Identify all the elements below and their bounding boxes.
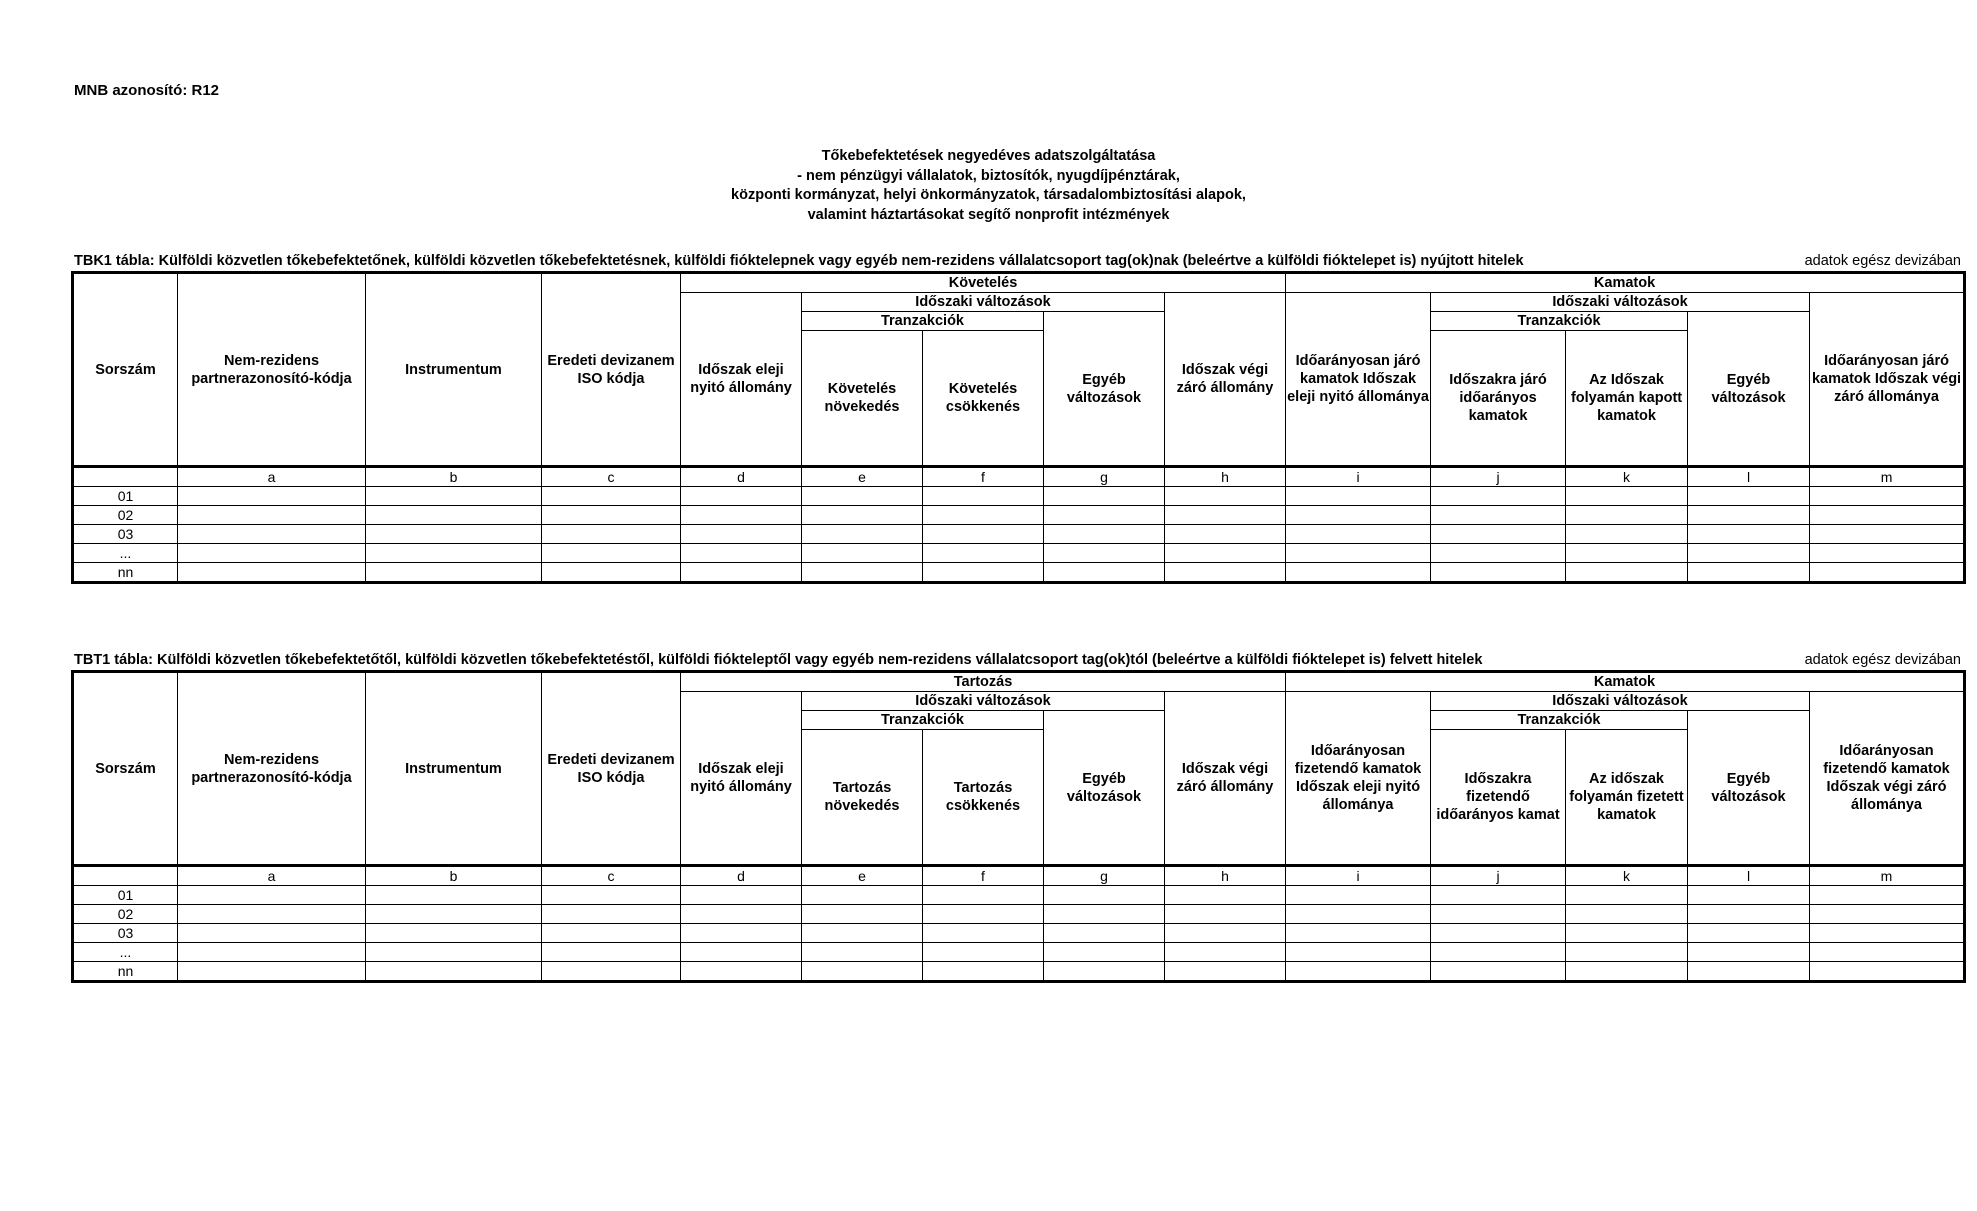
tbk1-table <box>71 271 1966 584</box>
data-cell[interactable] <box>1286 924 1431 943</box>
header-partner-code: Nem-rezidens partnerazonosító-kódja <box>178 273 366 467</box>
data-cell[interactable] <box>366 905 542 924</box>
header-instrument: Instrumentum <box>366 672 542 866</box>
data-cell[interactable] <box>366 487 542 506</box>
data-cell[interactable] <box>681 924 802 943</box>
data-cell[interactable] <box>681 943 802 962</box>
data-cell[interactable] <box>923 905 1044 924</box>
data-cell[interactable] <box>1566 487 1688 506</box>
data-cell[interactable] <box>366 525 542 544</box>
data-cell[interactable] <box>178 943 366 962</box>
data-cell[interactable] <box>1044 943 1165 962</box>
data-cell[interactable] <box>178 525 366 544</box>
data-cell[interactable] <box>1165 563 1286 583</box>
data-cell[interactable] <box>1566 525 1688 544</box>
data-cell[interactable] <box>802 544 923 563</box>
letter-cell: a <box>178 467 366 487</box>
data-cell[interactable] <box>1044 525 1165 544</box>
data-cell[interactable] <box>802 563 923 583</box>
header-partner-code: Nem-rezidens partnerazonosító-kódja <box>178 672 366 866</box>
header-currency: Eredeti devizanem ISO kódja <box>542 672 681 866</box>
header-col-j: Időszakra járó időarányos kamatok <box>1431 331 1566 467</box>
data-cell[interactable] <box>1810 544 1965 563</box>
data-cell[interactable] <box>802 525 923 544</box>
data-cell[interactable] <box>1431 905 1566 924</box>
data-cell[interactable] <box>1044 886 1165 905</box>
data-cell[interactable] <box>1810 563 1965 583</box>
data-cell[interactable] <box>1044 563 1165 583</box>
data-cell[interactable] <box>1165 905 1286 924</box>
data-cell[interactable] <box>178 905 366 924</box>
data-cell[interactable] <box>1286 905 1431 924</box>
letter-cell: f <box>923 866 1044 886</box>
table-row <box>73 563 1965 583</box>
data-cell[interactable] <box>1165 924 1286 943</box>
header-instrument: Instrumentum <box>366 273 542 467</box>
letter-cell: k <box>1566 467 1688 487</box>
tbt1-table <box>71 670 1966 983</box>
header-col-k: Az Időszak folyamán kapott kamatok <box>1566 331 1688 467</box>
data-cell[interactable] <box>366 924 542 943</box>
letter-cell: f <box>923 467 1044 487</box>
table-row <box>73 962 1965 982</box>
letter-cell: g <box>1044 467 1165 487</box>
data-cell[interactable] <box>1566 563 1688 583</box>
letter-cell: l <box>1688 467 1810 487</box>
row-number: ... <box>73 943 178 962</box>
data-cell[interactable] <box>1431 924 1566 943</box>
data-cell[interactable] <box>1810 905 1965 924</box>
letter-cell: b <box>366 866 542 886</box>
header-group-interest: Kamatok <box>1286 672 1965 692</box>
table-row <box>73 487 1965 506</box>
data-cell[interactable] <box>681 905 802 924</box>
data-cell[interactable] <box>1688 905 1810 924</box>
data-cell[interactable] <box>1688 962 1810 982</box>
data-cell[interactable] <box>1431 525 1566 544</box>
data-cell[interactable] <box>1286 943 1431 962</box>
data-cell[interactable] <box>681 506 802 525</box>
data-cell[interactable] <box>1286 525 1431 544</box>
data-cell[interactable] <box>366 506 542 525</box>
data-cell[interactable] <box>1688 563 1810 583</box>
header-col-f: Követelés csökkenés <box>923 331 1044 467</box>
data-cell[interactable] <box>1165 525 1286 544</box>
data-cell[interactable] <box>1286 563 1431 583</box>
data-cell[interactable] <box>1286 544 1431 563</box>
header-periodic-changes-interest: Időszaki változások <box>1431 692 1810 711</box>
header-periodic-changes-interest: Időszaki változások <box>1431 293 1810 312</box>
data-cell[interactable] <box>366 563 542 583</box>
letter-cell: k <box>1566 866 1688 886</box>
data-cell[interactable] <box>1431 487 1566 506</box>
row-number: nn <box>73 962 178 982</box>
data-cell[interactable] <box>1688 525 1810 544</box>
data-cell[interactable] <box>802 886 923 905</box>
table-row <box>73 886 1965 905</box>
data-cell[interactable] <box>542 544 681 563</box>
document-title <box>0 147 1977 225</box>
header-serial: Sorszám <box>73 273 178 467</box>
data-cell[interactable] <box>542 563 681 583</box>
header-col-e: Követelés növekedés <box>802 331 923 467</box>
header-col-h: Időszak végi záró állomány <box>1165 692 1286 866</box>
data-cell[interactable] <box>542 924 681 943</box>
data-cell[interactable] <box>923 525 1044 544</box>
letter-cell: a <box>178 866 366 886</box>
header-group-interest: Kamatok <box>1286 273 1965 293</box>
data-cell[interactable] <box>923 563 1044 583</box>
header-group-main: Követelés <box>681 273 1286 293</box>
data-cell[interactable] <box>1165 962 1286 982</box>
row-number: 02 <box>73 506 178 525</box>
header-transactions: Tranzakciók <box>802 312 1044 331</box>
data-cell[interactable] <box>1286 487 1431 506</box>
data-cell[interactable] <box>1810 962 1965 982</box>
row-number: 01 <box>73 487 178 506</box>
row-number: 01 <box>73 886 178 905</box>
row-number: ... <box>73 544 178 563</box>
data-cell[interactable] <box>178 886 366 905</box>
letter-cell: e <box>802 467 923 487</box>
data-cell[interactable] <box>681 487 802 506</box>
header-col-l: Egyéb változások <box>1688 711 1810 866</box>
data-cell[interactable] <box>1688 487 1810 506</box>
data-cell[interactable] <box>366 962 542 982</box>
data-cell[interactable] <box>923 544 1044 563</box>
data-cell[interactable] <box>366 886 542 905</box>
data-cell[interactable] <box>1688 886 1810 905</box>
letter-cell: c <box>542 866 681 886</box>
data-cell[interactable] <box>1566 924 1688 943</box>
table-caption: TBT1 tábla: Külföldi közvetlen tőkebefektetőtől, külföldi közvetlen tőkebefektetéstől, külföldi fiókteleptől vagy egyéb nem-rezidens vállalatcsoport tag(ok)tól (beleértve a külföldi fióktelepet is) felvett hitelek <box>74 652 1483 668</box>
data-cell[interactable] <box>802 487 923 506</box>
header-transactions: Tranzakciók <box>802 711 1044 730</box>
title-line: - nem pénzügyi vállalatok, biztosítók, nyugdíjpénztárak, <box>797 167 1180 184</box>
data-cell[interactable] <box>1286 506 1431 525</box>
data-cell[interactable] <box>1688 544 1810 563</box>
table-caption: TBK1 tábla: Külföldi közvetlen tőkebefektetőnek, külföldi közvetlen tőkebefektetésnek, külföldi fióktelepnek vagy egyéb nem-rezidens vállalatcsoport tag(ok)nak (beleértve a külföldi fióktelepet is) nyújtott hitelek <box>74 253 1524 269</box>
title-line: valamint háztartásokat segítő nonprofit intézmények <box>807 206 1170 223</box>
data-cell[interactable] <box>681 525 802 544</box>
mnb-identifier: MNB azonosító: R12 <box>74 82 220 99</box>
data-cell[interactable] <box>542 506 681 525</box>
data-cell[interactable] <box>1431 943 1566 962</box>
data-cell[interactable] <box>366 544 542 563</box>
letter-cell: m <box>1810 467 1965 487</box>
data-cell[interactable] <box>1566 962 1688 982</box>
data-cell[interactable] <box>178 544 366 563</box>
data-cell[interactable] <box>1566 905 1688 924</box>
data-cell[interactable] <box>802 943 923 962</box>
data-cell[interactable] <box>178 506 366 525</box>
row-number: nn <box>73 563 178 583</box>
data-cell[interactable] <box>681 962 802 982</box>
row-number: 03 <box>73 924 178 943</box>
header-col-m: Időarányosan fizetendő kamatok Időszak végi záró állománya <box>1810 692 1965 866</box>
data-cell[interactable] <box>1044 905 1165 924</box>
letter-cell: l <box>1688 866 1810 886</box>
data-cell[interactable] <box>1688 943 1810 962</box>
letter-cell <box>73 866 178 886</box>
data-cell[interactable] <box>1431 886 1566 905</box>
letter-cell: c <box>542 467 681 487</box>
data-cell[interactable] <box>542 487 681 506</box>
data-cell[interactable] <box>802 905 923 924</box>
title-line: központi kormányzat, helyi önkormányzatok, társadalombiztosítási alapok, <box>731 187 1246 203</box>
data-cell[interactable] <box>1431 563 1566 583</box>
header-col-h: Időszak végi záró állomány <box>1165 293 1286 467</box>
data-cell[interactable] <box>923 943 1044 962</box>
header-col-i: Időarányosan járó kamatok Időszak eleji nyitó állománya <box>1286 293 1431 467</box>
row-number: 02 <box>73 905 178 924</box>
letter-cell <box>73 467 178 487</box>
data-cell[interactable] <box>1165 506 1286 525</box>
letter-cell: j <box>1431 467 1566 487</box>
data-cell[interactable] <box>542 886 681 905</box>
table-row <box>73 506 1965 525</box>
data-cell[interactable] <box>802 506 923 525</box>
letter-cell: m <box>1810 866 1965 886</box>
data-cell[interactable] <box>681 563 802 583</box>
table-row <box>73 905 1965 924</box>
unit-note: adatok egész devizában <box>1804 253 1961 269</box>
data-cell[interactable] <box>923 924 1044 943</box>
data-cell[interactable] <box>1286 962 1431 982</box>
data-cell[interactable] <box>1431 962 1566 982</box>
letter-cell: j <box>1431 866 1566 886</box>
letter-cell: i <box>1286 467 1431 487</box>
data-cell[interactable] <box>542 943 681 962</box>
letter-cell: e <box>802 866 923 886</box>
data-cell[interactable] <box>923 962 1044 982</box>
data-cell[interactable] <box>1810 943 1965 962</box>
data-cell[interactable] <box>1566 886 1688 905</box>
header-col-g: Egyéb változások <box>1044 711 1165 866</box>
data-cell[interactable] <box>1566 943 1688 962</box>
data-cell[interactable] <box>542 525 681 544</box>
data-cell[interactable] <box>178 487 366 506</box>
data-cell[interactable] <box>1810 506 1965 525</box>
data-cell[interactable] <box>1566 506 1688 525</box>
data-cell[interactable] <box>366 943 542 962</box>
header-col-i: Időarányosan fizetendő kamatok Időszak eleji nyitó állománya <box>1286 692 1431 866</box>
header-col-d: Időszak eleji nyitó állomány <box>681 293 802 467</box>
table-row <box>73 544 1965 563</box>
data-cell[interactable] <box>1810 487 1965 506</box>
data-cell[interactable] <box>1044 962 1165 982</box>
data-cell[interactable] <box>178 563 366 583</box>
table-row <box>73 525 1965 544</box>
data-cell[interactable] <box>1044 487 1165 506</box>
header-currency: Eredeti devizanem ISO kódja <box>542 273 681 467</box>
table-row <box>73 943 1965 962</box>
data-cell[interactable] <box>923 886 1044 905</box>
data-cell[interactable] <box>1688 506 1810 525</box>
data-cell[interactable] <box>178 962 366 982</box>
data-cell[interactable] <box>1810 525 1965 544</box>
header-transactions-interest: Tranzakciók <box>1431 312 1688 331</box>
table-row <box>73 924 1965 943</box>
data-cell[interactable] <box>1165 544 1286 563</box>
header-col-d: Időszak eleji nyitó állomány <box>681 692 802 866</box>
header-col-f: Tartozás csökkenés <box>923 730 1044 866</box>
data-cell[interactable] <box>178 924 366 943</box>
data-cell[interactable] <box>802 924 923 943</box>
data-cell[interactable] <box>1165 943 1286 962</box>
data-cell[interactable] <box>1566 544 1688 563</box>
header-col-e: Tartozás növekedés <box>802 730 923 866</box>
header-periodic-changes: Időszaki változások <box>802 293 1165 312</box>
title-line: Tőkebefektetések negyedéves adatszolgáltatása <box>821 148 1156 164</box>
header-transactions-interest: Tranzakciók <box>1431 711 1688 730</box>
letter-cell: h <box>1165 866 1286 886</box>
data-cell[interactable] <box>923 487 1044 506</box>
letter-cell: d <box>681 467 802 487</box>
letter-cell: d <box>681 866 802 886</box>
unit-note: adatok egész devizában <box>1804 652 1961 668</box>
data-cell[interactable] <box>1810 886 1965 905</box>
data-cell[interactable] <box>1044 924 1165 943</box>
header-col-l: Egyéb változások <box>1688 312 1810 467</box>
data-cell[interactable] <box>1165 886 1286 905</box>
header-col-g: Egyéb változások <box>1044 312 1165 467</box>
data-cell[interactable] <box>1286 886 1431 905</box>
data-cell[interactable] <box>1688 924 1810 943</box>
header-col-k: Az időszak folyamán fizetett kamatok <box>1566 730 1688 866</box>
header-group-main: Tartozás <box>681 672 1286 692</box>
data-cell[interactable] <box>1044 544 1165 563</box>
row-number: 03 <box>73 525 178 544</box>
data-cell[interactable] <box>1431 544 1566 563</box>
data-cell[interactable] <box>1810 924 1965 943</box>
data-cell[interactable] <box>681 544 802 563</box>
letter-cell: h <box>1165 467 1286 487</box>
data-cell[interactable] <box>1431 506 1566 525</box>
data-cell[interactable] <box>923 506 1044 525</box>
header-col-j: Időszakra fizetendő időarányos kamat <box>1431 730 1566 866</box>
data-cell[interactable] <box>1044 506 1165 525</box>
letter-cell: g <box>1044 866 1165 886</box>
data-cell[interactable] <box>1165 487 1286 506</box>
data-cell[interactable] <box>802 962 923 982</box>
data-cell[interactable] <box>542 962 681 982</box>
data-cell[interactable] <box>542 905 681 924</box>
header-col-m: Időarányosan járó kamatok Időszak végi záró állománya <box>1810 293 1965 467</box>
letter-cell: i <box>1286 866 1431 886</box>
header-serial: Sorszám <box>73 672 178 866</box>
data-cell[interactable] <box>681 886 802 905</box>
header-periodic-changes: Időszaki változások <box>802 692 1165 711</box>
letter-cell: b <box>366 467 542 487</box>
